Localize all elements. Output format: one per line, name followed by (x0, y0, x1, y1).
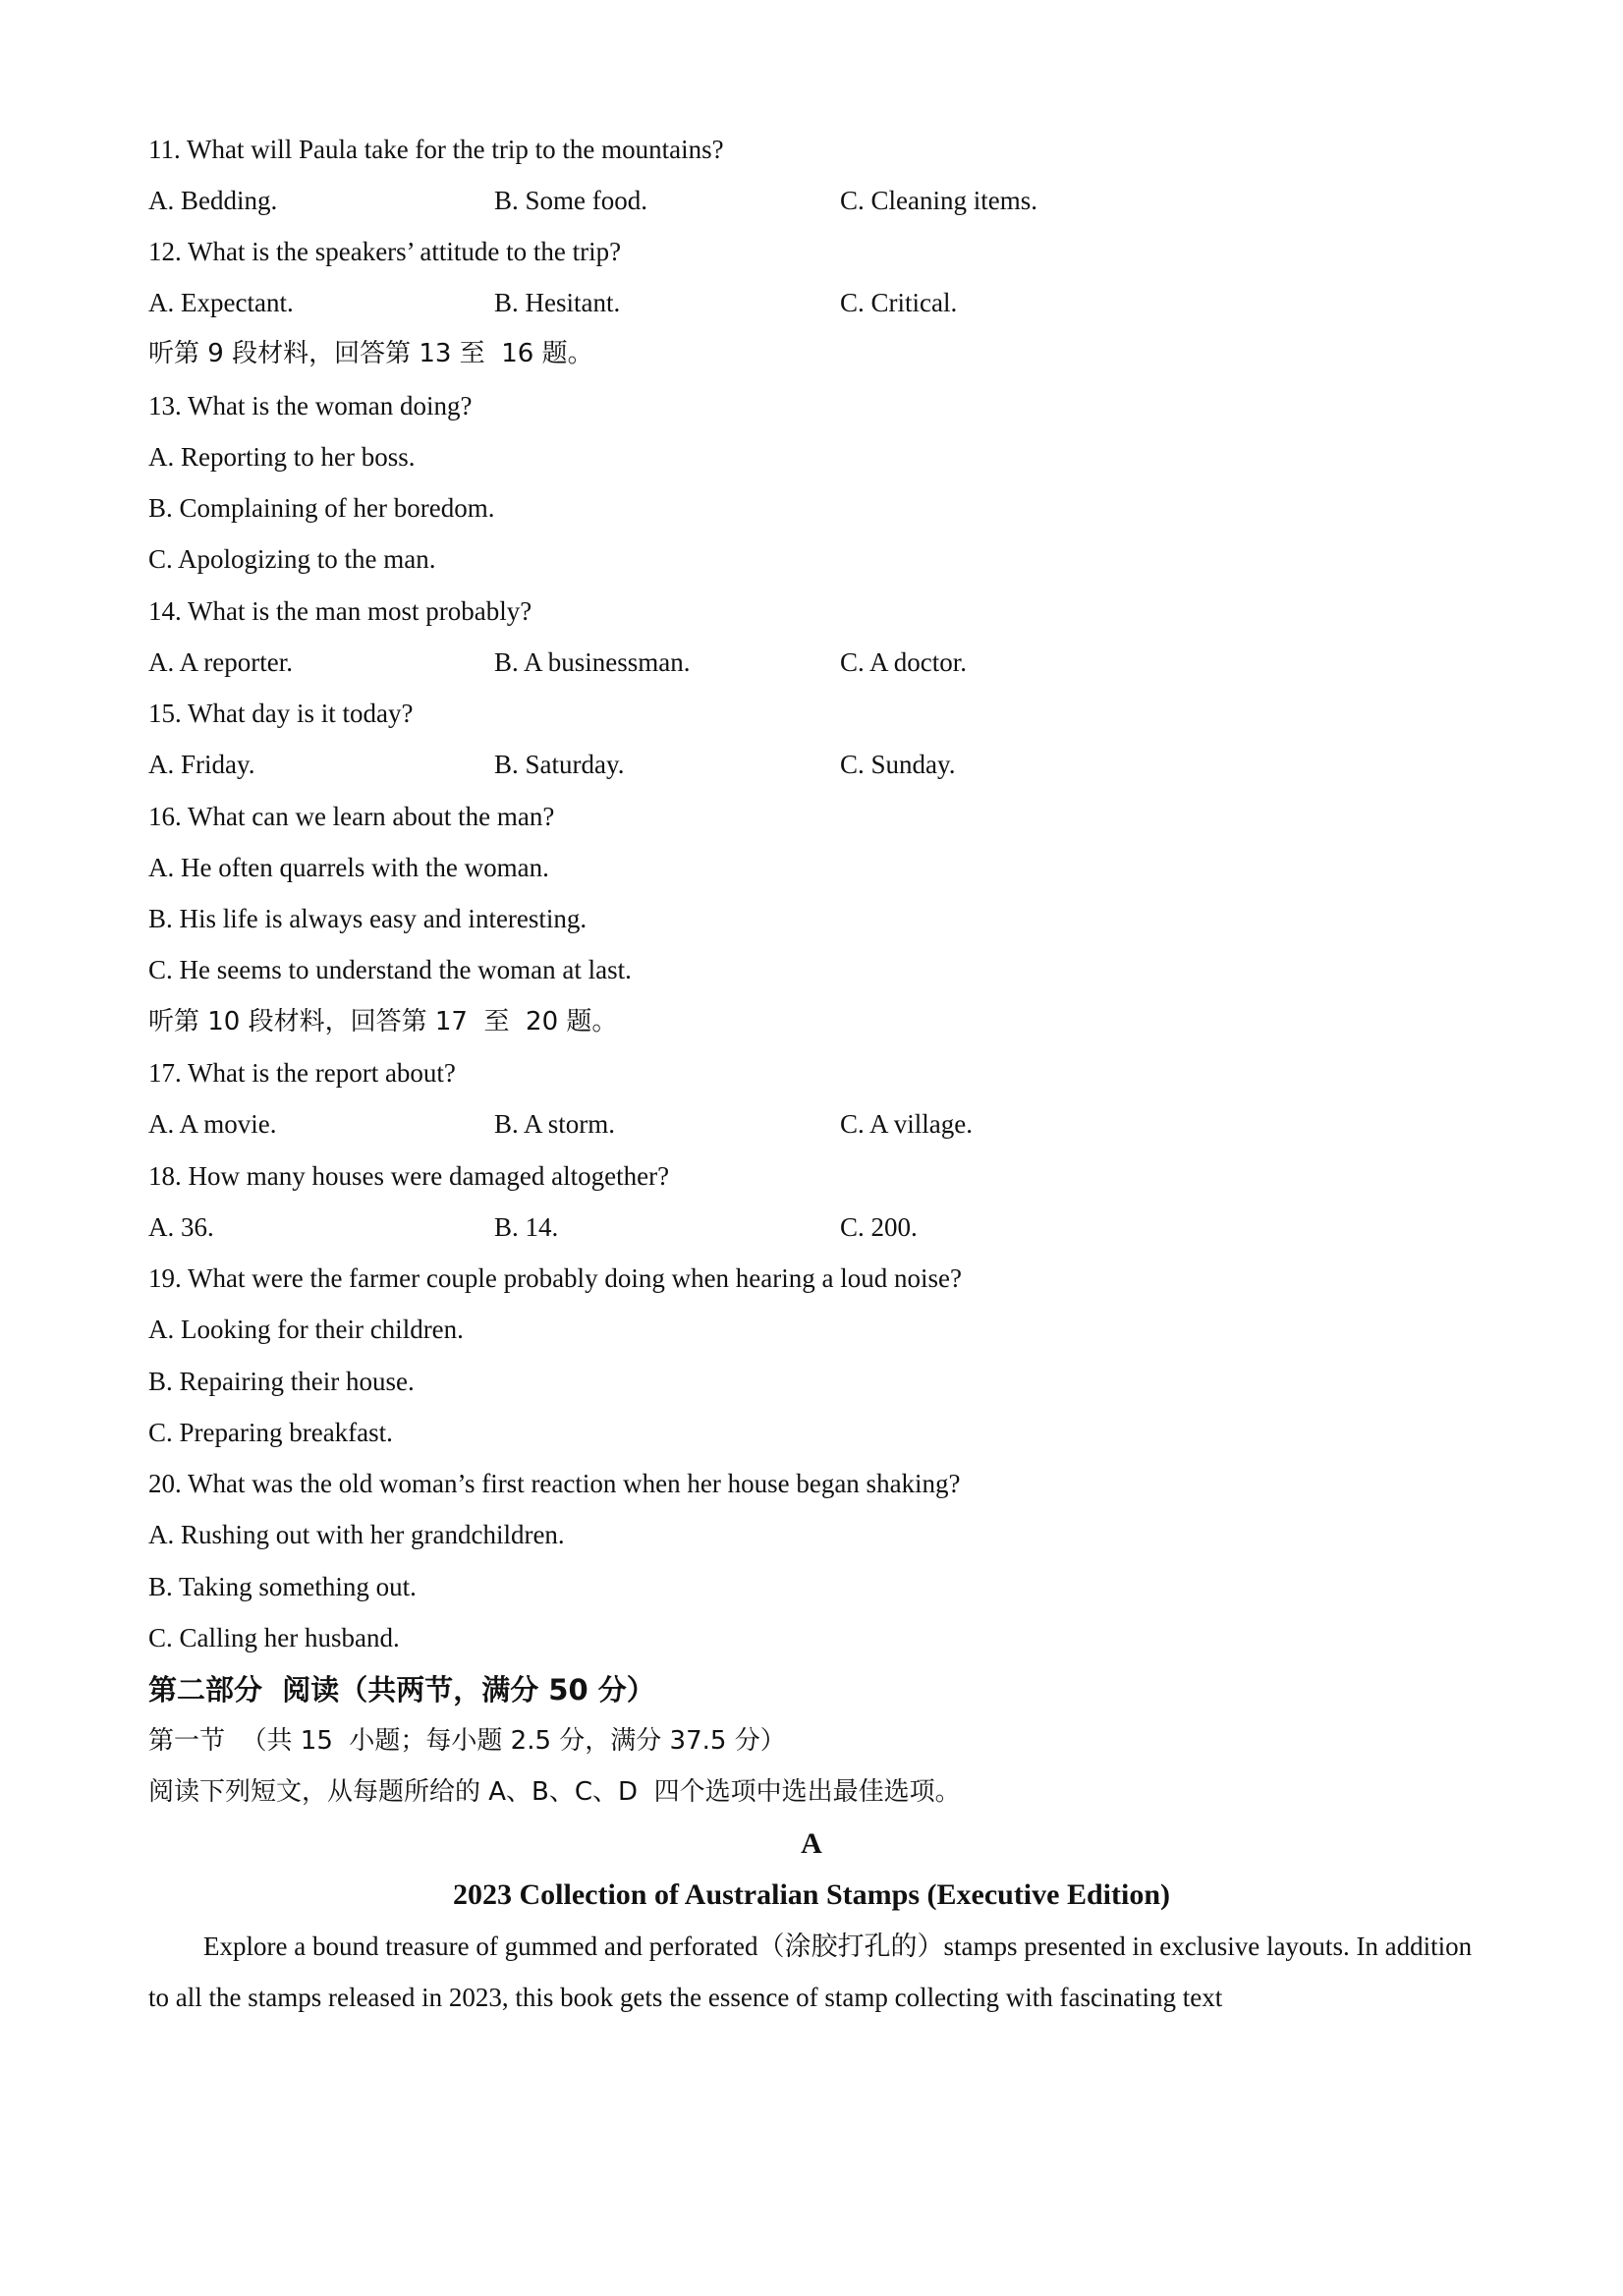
question-17: 17. What is the report about? (148, 1058, 456, 1088)
q13-option-a: A. Reporting to her boss. (148, 442, 416, 472)
reading-directions: 阅读下列短文，从每题所给的 A、B、C、D 四个选项中选出最佳选项。 (148, 1777, 961, 1807)
question-14: 14. What is the man most probably? (148, 596, 532, 626)
question-18: 18. How many houses were damaged altogether? (148, 1161, 670, 1191)
q12-option-c: C. Critical. (840, 288, 958, 317)
section1-heading: 第一节 （共 15 小题；每小题 2.5 分，满分 37.5 分） (148, 1726, 786, 1756)
part2-heading: 第二部分 阅读（共两节，满分 50 分） (148, 1673, 655, 1707)
q11-option-b: B. Some food. (494, 186, 648, 215)
question-16: 16. What can we learn about the man? (148, 802, 555, 831)
q16-option-b: B. His life is always easy and interesting. (148, 904, 588, 933)
q20-option-b: B. Taking something out. (148, 1572, 417, 1601)
q19-option-c: C. Preparing breakfast. (148, 1418, 393, 1447)
q16-option-a: A. He often quarrels with the woman. (148, 853, 549, 882)
q14-option-c: C. A doctor. (840, 647, 968, 677)
q16-option-c: C. He seems to understand the woman at last. (148, 955, 632, 984)
q18-option-c: C. 200. (840, 1212, 918, 1242)
q11-option-c: C. Cleaning items. (840, 186, 1037, 215)
q14-option-a: A. A reporter. (148, 647, 293, 677)
q17-option-b: B. A storm. (494, 1109, 616, 1139)
question-19: 19. What were the farmer couple probably doing when hearing a loud noise? (148, 1263, 962, 1293)
q15-option-c: C. Sunday. (840, 750, 956, 779)
q18-option-a: A. 36. (148, 1212, 214, 1242)
question-15: 15. What day is it today? (148, 699, 414, 728)
passage-letter: A (801, 1827, 822, 1860)
q13-option-b: B. Complaining of her boredom. (148, 493, 495, 523)
question-20: 20. What was the old woman’s first reaction when her house began shaking? (148, 1469, 961, 1498)
q14-option-b: B. A businessman. (494, 647, 691, 677)
q17-option-c: C. A village. (840, 1109, 973, 1139)
q17-option-a: A. A movie. (148, 1109, 277, 1139)
question-13: 13. What is the woman doing? (148, 391, 473, 420)
material-9-instruction: 听第 9 段材料，回答第 13 至 16 题。 (148, 339, 593, 368)
q12-option-b: B. Hesitant. (494, 288, 621, 317)
q12-option-a: A. Expectant. (148, 288, 294, 317)
passage-paragraph (148, 1921, 1494, 2023)
q15-option-b: B. Saturday. (494, 750, 625, 779)
passage-text: Explore a bound treasure of gummed and perforated（涂胶打孔的）stamps presented in exclusive layouts. In addition to all the stamps released in 2023, this book gets the essence of stamp collecting with fascinating text (148, 1932, 1473, 2012)
q13-option-c: C. Apologizing to the man. (148, 544, 436, 574)
passage-title: 2023 Collection of Australian Stamps (Executive Edition) (452, 1878, 1170, 1911)
material-10-instruction: 听第 10 段材料，回答第 17 至 20 题。 (148, 1007, 618, 1036)
q18-option-b: B. 14. (494, 1212, 559, 1242)
q15-option-a: A. Friday. (148, 750, 255, 779)
q11-option-a: A. Bedding. (148, 186, 278, 215)
question-12: 12. What is the speakers’ attitude to the trip? (148, 237, 622, 266)
q20-option-a: A. Rushing out with her grandchildren. (148, 1520, 565, 1549)
q19-option-a: A. Looking for their children. (148, 1315, 464, 1344)
q19-option-b: B. Repairing their house. (148, 1367, 415, 1396)
question-11: 11. What will Paula take for the trip to the mountains? (148, 135, 724, 164)
q20-option-c: C. Calling her husband. (148, 1623, 400, 1652)
